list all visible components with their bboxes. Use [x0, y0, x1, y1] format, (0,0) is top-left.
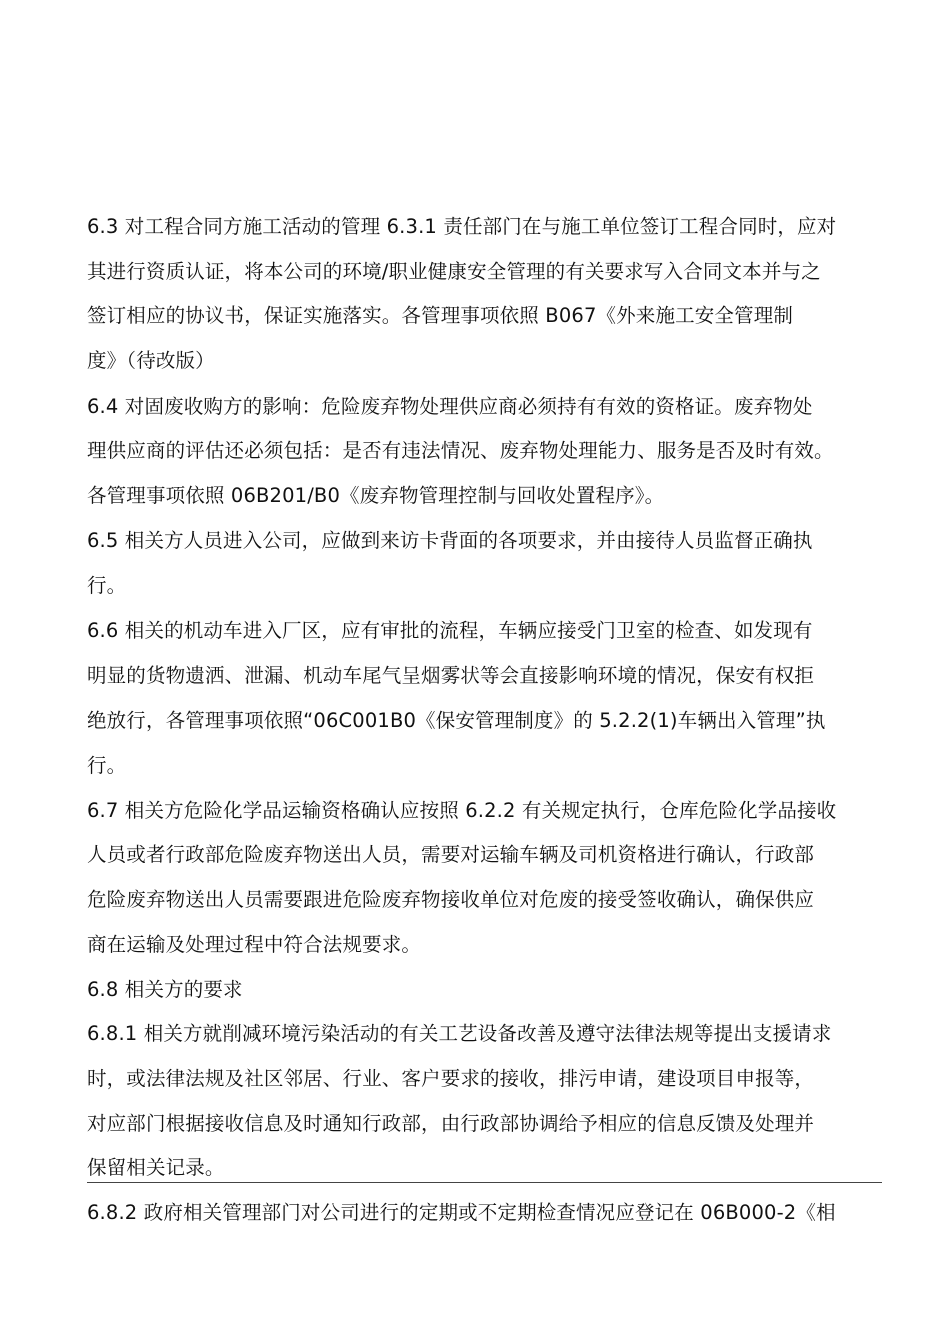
text-line: 6.7 相关方危险化学品运输资格确认应按照 6.2.2 有关规定执行，仓库危险化学品接收 [87, 799, 837, 822]
text-line: 6.4 对固废收购方的影响：危险废弃物处理供应商必须持有有效的资格证。废弃物处 [87, 395, 813, 418]
text-line: 对应部门根据接收信息及时通知行政部，由行政部协调给予相应的信息反馈及处理并 [87, 1112, 815, 1135]
text-line: 保留相关记录。 [87, 1156, 225, 1179]
text-line: 6.8.1 相关方就削减环境污染活动的有关工艺设备改善及遵守法律法规等提出支援请求 [87, 1022, 832, 1045]
text-line: 人员或者行政部危险废弃物送出人员，需要对运输车辆及司机资格进行确认，行政部 [87, 843, 815, 866]
text-line: 明显的货物遗洒、泄漏、机动车尾气呈烟雾状等会直接影响环境的情况，保安有权拒 [87, 664, 815, 687]
text-line: 6.3 对工程合同方施工活动的管理 6.3.1 责任部门在与施工单位签订工程合同时，应对 [87, 215, 837, 238]
text-line: 签订相应的协议书，保证实施落实。各管理事项依照 B067《外来施工安全管理制 [87, 304, 793, 327]
text-line: 商在运输及处理过程中符合法规要求。 [87, 933, 422, 956]
text-line: 度》（待改版） [87, 349, 215, 372]
text-line: 行。 [87, 574, 127, 597]
text-line: 6.8.2 政府相关管理部门对公司进行的定期或不定期检查情况应登记在 06B000-2《相 [87, 1201, 836, 1224]
text-line: 其进行资质认证，将本公司的环境/职业健康安全管理的有关要求写入合同文本并与之 [87, 260, 821, 283]
text-line: 危险废弃物送出人员需要跟进危险废弃物接收单位对危废的接受签收确认，确保供应 [87, 888, 815, 911]
text-line: 6.6 相关的机动车进入厂区，应有审批的流程，车辆应接受门卫室的检查、如发现有 [87, 619, 813, 642]
text-line: 6.5 相关方人员进入公司，应做到来访卡背面的各项要求，并由接待人员监督正确执 [87, 529, 813, 552]
text-line: 理供应商的评估还必须包括：是否有违法情况、废弃物处理能力、服务是否及时有效。 [87, 439, 834, 462]
text-line: 6.8 相关方的要求 [87, 978, 243, 1001]
page-break-divider [87, 1182, 882, 1183]
text-line: 各管理事项依照 06B201/B0《废弃物管理控制与回收处置程序》。 [87, 484, 665, 507]
text-line: 绝放行，各管理事项依照“06C001B0《保安管理制度》的 5.2.2(1)车辆出入管理”执 [87, 709, 826, 732]
text-line: 行。 [87, 754, 127, 777]
text-line: 时，或法律法规及社区邻居、行业、客户要求的接收，排污申请，建设项目申报等， [87, 1067, 815, 1090]
